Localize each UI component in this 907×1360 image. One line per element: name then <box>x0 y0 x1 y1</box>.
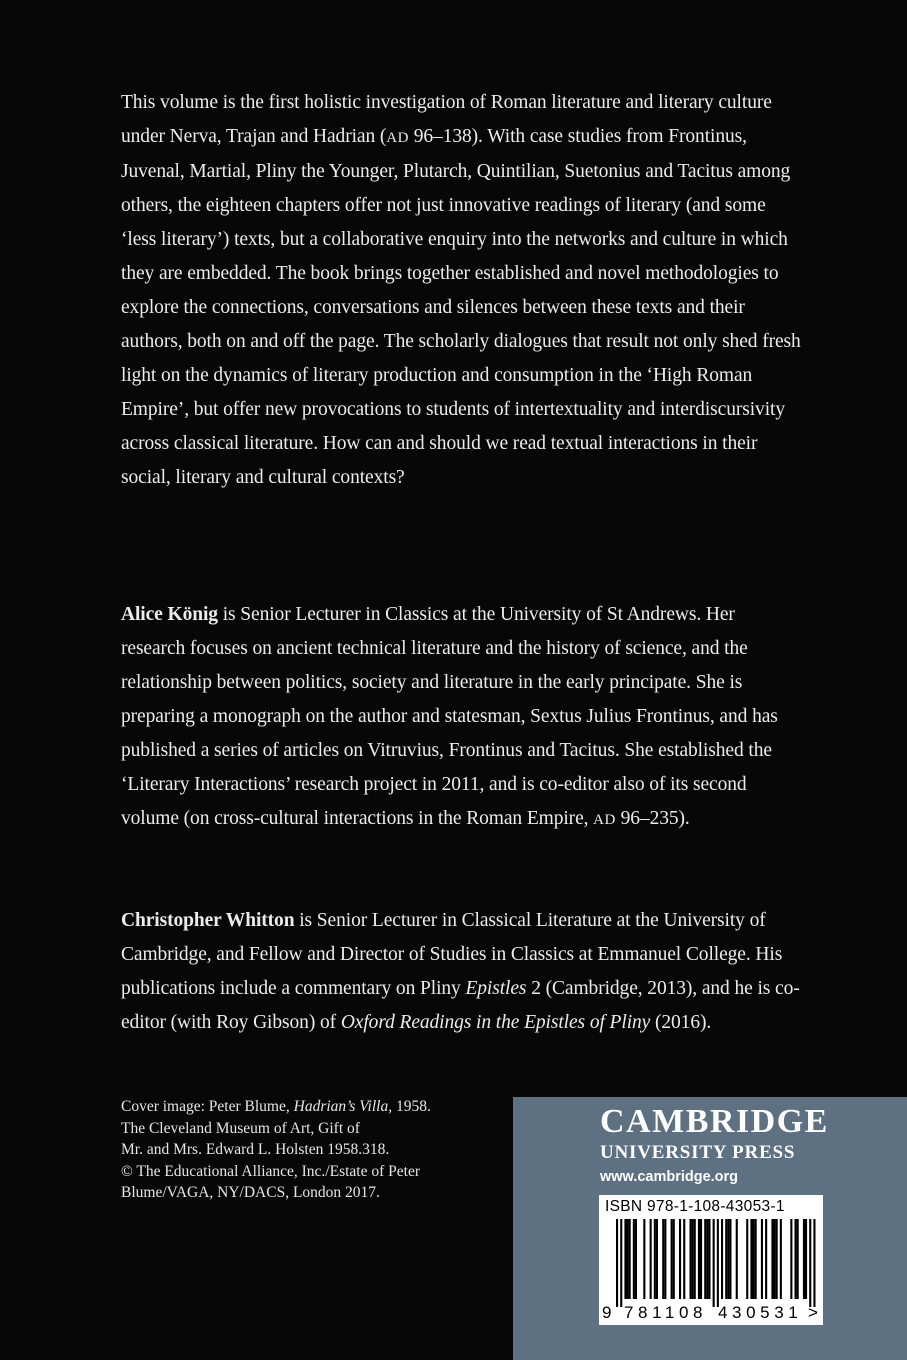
barcode-bar <box>692 1219 694 1299</box>
credit-artwork-title: Hadrian’s Villa <box>293 1098 389 1115</box>
bio-konig-text-1: is Senior Lecturer in Classics at the University of St Andrews. Her research focuses on ancient technical literature and the history of science, and the relationship between politics, society and literature in the early principate. She is preparing a monograph on the author and statesman, Sextus Julius Frontinus, and has published a series of articles on Vitruvius, Frontinus and Tacitus. She established the ‘Literary Interactions’ research project in 2011, and is co-editor also of its second volume (on cross-cultural interactions in the Roman Empire, <box>121 604 778 829</box>
barcode-bar <box>656 1219 658 1299</box>
barcode-bar <box>643 1219 645 1299</box>
barcode-bar <box>673 1219 675 1299</box>
barcode-bar <box>729 1219 731 1299</box>
bio-whitton-text-2: 2 (Cambridge, 2013), and he is co-editor (with Roy Gibson) of <box>121 978 800 1033</box>
bio-konig-text-2: 96–235). <box>615 808 690 829</box>
barcode-bar <box>727 1219 729 1299</box>
isbn-number: ISBN 978-1-108-43053-1 <box>605 1198 785 1215</box>
barcode-digits <box>599 1302 823 1324</box>
barcode-bar <box>694 1219 696 1299</box>
work-title-epistles: Epistles <box>465 978 527 999</box>
barcode-bar <box>700 1219 702 1299</box>
barcode-bar <box>620 1219 622 1307</box>
era-abbreviation: AD <box>593 812 616 828</box>
publisher-url: www.cambridge.org <box>600 1169 739 1185</box>
barcode-bar <box>690 1219 692 1299</box>
barcode-bar <box>624 1219 626 1299</box>
bio-whitton-text-3: (2016). <box>650 1012 712 1033</box>
barcode-bar <box>629 1219 631 1299</box>
description-text-part-2: 96–138). With case studies from Frontinus, Juvenal, Martial, Pliny the Younger, Plutarch, Quintilian, Suetonius and Tacitus among others, the eighteen chapters offer not just innovative readings of literary (and some ‘less literary’) texts, but a collaborative enquiry into the networks and culture in which they are embedded. The book brings together established and novel methodologies to explore the connections, conversations and silences between these texts and their authors, both on and off the page. The scholarly dialogues that result not only shed fresh light on the dynamics of literary production and consumption in the ‘High Roman Empire’, but offer new provocations to students of intertextuality and interdiscursivity across classical literature. How can and should we read textual interactions in their social, literary and cultural contexts? <box>121 126 801 488</box>
barcode-bar <box>616 1219 618 1307</box>
barcode-bar <box>627 1219 629 1299</box>
description-text-part-1: This volume is the first holistic investigation of Roman literature and literary culture under Nerva, Trajan and Hadrian ( <box>121 92 772 147</box>
barcode-bar <box>662 1219 664 1299</box>
author-name-konig: Alice König <box>121 604 218 625</box>
credit-line-1 <box>121 1096 491 1118</box>
barcode-quiet-mark: > <box>808 1303 818 1322</box>
barcode-bar <box>803 1219 805 1299</box>
barcode-bar <box>780 1219 782 1299</box>
bio-whitton-text-1: is Senior Lecturer in Classical Literature at the University of Cambridge, and Fellow and Director of Studies in Classics at Emmanuel College. His publications include a commentary on Pliny <box>121 910 783 999</box>
barcode-bar <box>774 1219 776 1299</box>
barcode-bar <box>725 1219 727 1299</box>
book-description <box>121 86 801 495</box>
barcode-bar <box>671 1219 673 1299</box>
barcode-digits-left: 781108 <box>624 1303 708 1322</box>
barcode-bar <box>713 1219 715 1307</box>
barcode-bar <box>717 1219 719 1307</box>
barcode-bar <box>635 1219 637 1299</box>
barcode-bar <box>750 1219 752 1299</box>
barcode-bar <box>805 1219 807 1299</box>
barcode-icon <box>599 1219 823 1307</box>
barcode-bar <box>746 1219 748 1299</box>
barcode-bar <box>708 1219 710 1299</box>
credit-prefix: Cover image: Peter Blume, <box>121 1098 294 1115</box>
publisher-name: CAMBRIDGE <box>600 1103 829 1140</box>
barcode-bar <box>753 1219 755 1299</box>
barcode-bar <box>654 1219 656 1299</box>
barcode-bar <box>664 1219 666 1299</box>
barcode-digit-first: 9 <box>602 1303 612 1322</box>
barcode-bar <box>650 1219 652 1299</box>
barcode-bar <box>683 1219 685 1299</box>
barcode-bar <box>706 1219 708 1299</box>
credit-line-4: © The Educational Alliance, Inc./Estate of Peter <box>121 1162 420 1180</box>
barcode-bar <box>797 1219 799 1299</box>
credit-year: , 1958. <box>388 1098 431 1115</box>
barcode-bar <box>633 1219 635 1299</box>
era-abbreviation: AD <box>386 130 409 146</box>
author-bio-whitton <box>121 904 801 1040</box>
barcode-bar <box>761 1219 763 1299</box>
barcode-bar <box>736 1219 738 1299</box>
barcode-bar <box>790 1219 792 1299</box>
author-name-whitton: Christopher Whitton <box>121 910 295 931</box>
barcode-bar <box>698 1219 700 1299</box>
barcode-bar <box>704 1219 706 1299</box>
publisher-subtitle: UNIVERSITY PRESS <box>600 1142 796 1163</box>
barcode-bar <box>771 1219 773 1299</box>
credit-line-2: The Cleveland Museum of Art, Gift of <box>121 1119 360 1137</box>
barcode-bar <box>721 1219 723 1299</box>
barcode-bar <box>755 1219 757 1299</box>
barcode-bar <box>765 1219 767 1299</box>
barcode-digits-right: 430531 <box>718 1303 803 1322</box>
barcode-label <box>599 1195 823 1325</box>
cover-image-credit <box>121 1096 491 1204</box>
credit-line-5: Blume/VAGA, NY/DACS, London 2017. <box>121 1184 380 1201</box>
barcode-bar <box>776 1219 778 1299</box>
work-title-oxford-readings: Oxford Readings in the Epistles of Pliny <box>340 1012 651 1033</box>
author-bio-konig <box>121 598 801 837</box>
publisher-panel <box>513 1097 907 1360</box>
barcode-bar <box>809 1219 811 1307</box>
barcode-bar <box>795 1219 797 1299</box>
barcode-bar <box>679 1219 681 1299</box>
credit-line-3: Mr. and Mrs. Edward L. Holsten 1958.318. <box>121 1141 390 1158</box>
barcode-bar <box>813 1219 815 1307</box>
